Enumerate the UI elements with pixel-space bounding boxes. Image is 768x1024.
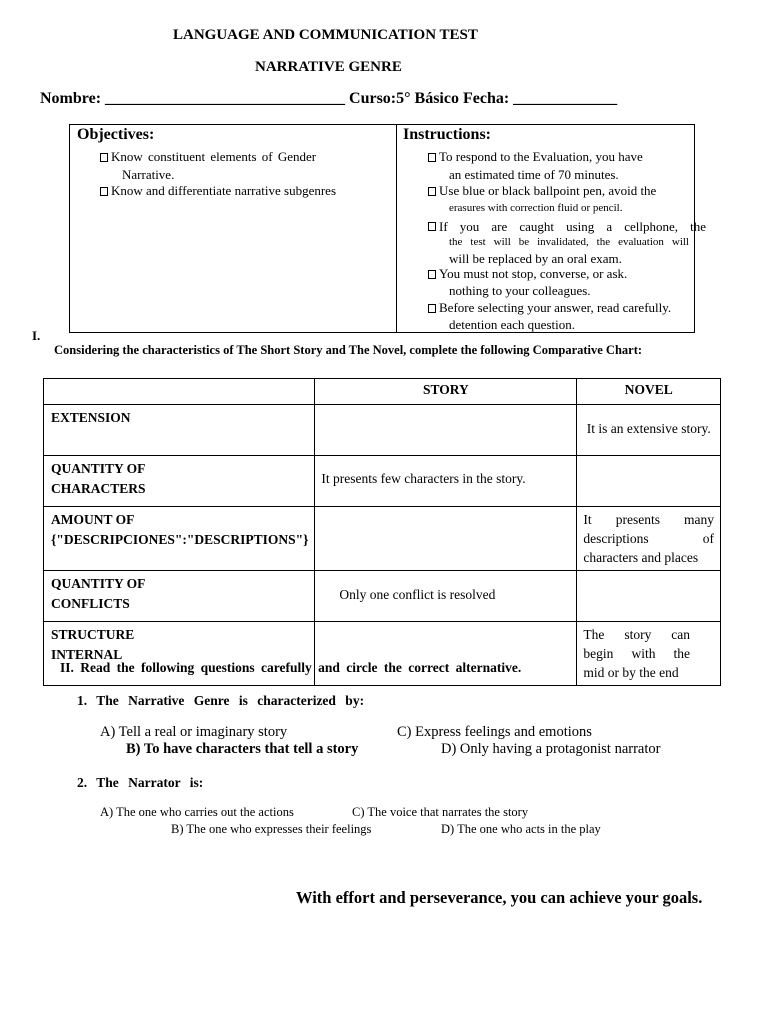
q1-option-b[interactable]: B) To have characters that tell a story [126,741,359,757]
q1-option-a[interactable]: A) Tell a real or imaginary story [100,724,288,740]
objective-item-continued: Narrative. [122,167,175,182]
checkbox-bullet-icon [100,187,108,196]
motto: With effort and perseverance, you can achieve your goals. [296,888,703,907]
q2-option-c[interactable]: C) The voice that narrates the story [352,805,529,819]
student-info-line: Nombre: ______________________________ Curso:5° Básico Fecha: _____________ [40,90,618,107]
checkbox-bullet-icon [428,270,436,279]
story-cell[interactable]: Only one conflict is resolved [315,571,577,622]
section-1-instruction: Considering the characteristics of The Short Story and The Novel, complete the following Comparative Chart: [54,343,643,357]
instruction-item: If you are caught using a cellphone, the [428,219,706,235]
table-header-empty [44,379,315,405]
novel-cell[interactable]: The story can begin with the mid or by the end [577,622,721,686]
instruction-item-continued: will be replaced by an oral exam. [449,251,622,266]
q2-option-a[interactable]: A) The one who carries out the actions [100,805,294,819]
test-subtitle: NARRATIVE GENRE [255,59,402,75]
novel-cell[interactable]: It is an extensive story. [577,405,721,456]
instruction-item: You must not stop, converse, or ask. [428,266,627,282]
table-row [44,456,721,507]
objective-item: Know constituent elements of Gender [100,149,316,165]
instruction-item-continued: detention each question. [449,317,575,332]
objectives-heading: Objectives: [77,126,155,143]
table-row [44,507,721,571]
q1-option-c[interactable]: C) Express feelings and emotions [397,724,592,740]
q1-option-d[interactable]: D) Only having a protagonist narrator [441,741,661,757]
test-title: LANGUAGE AND COMMUNICATION TEST [173,27,478,43]
row-label: AMOUNT OF {"DESCRIPCIONES":"DESCRIPTIONS"} [44,507,315,571]
checkbox-bullet-icon [428,187,436,196]
novel-cell[interactable] [577,456,721,507]
row-label: QUANTITY OF CHARACTERS [44,456,315,507]
row-label: EXTENSION [44,405,315,456]
table-row [44,405,721,456]
checkbox-bullet-icon [428,153,436,162]
checkbox-bullet-icon [428,222,436,231]
instruction-item: Use blue or black ballpoint pen, avoid the [428,183,656,199]
instruction-item-continued: the test will be invalidated, the evaluation will [449,236,689,248]
novel-cell[interactable] [577,571,721,622]
story-cell[interactable] [315,507,577,571]
section-2-instruction: II. Read the following questions carefully and circle the correct alternative. [60,660,522,675]
table-header-story: STORY [315,379,577,405]
table-row [44,571,721,622]
instruction-item-continued: nothing to your colleagues. [449,283,591,298]
instruction-item: Before selecting your answer, read carefully. [428,300,671,316]
table-header-novel: NOVEL [577,379,721,405]
checkbox-bullet-icon [428,304,436,313]
instruction-item-continued: erasures with correction fluid or pencil. [449,202,623,214]
instructions-heading: Instructions: [403,126,492,143]
section-1-number: I. [32,328,41,343]
q2-option-b[interactable]: B) The one who expresses their feelings [171,822,372,836]
comparative-chart [43,378,721,686]
table-header-row [44,379,721,405]
question-2: 2. The Narrator is: [77,775,204,790]
row-label: QUANTITY OF CONFLICTS [44,571,315,622]
story-cell[interactable] [315,405,577,456]
objective-item: Know and differentiate narrative subgenres [100,183,336,199]
novel-cell[interactable]: It presents many descriptions of characters and places [577,507,721,571]
instruction-item-continued: an estimated time of 70 minutes. [449,167,619,182]
question-1: 1. The Narrative Genre is characterized by: [77,693,365,708]
checkbox-bullet-icon [100,153,108,162]
box-divider [396,124,397,333]
row-label: STRUCTURE INTERNAL [44,622,315,686]
q2-option-d[interactable]: D) The one who acts in the play [441,822,601,836]
story-cell[interactable]: It presents few characters in the story. [315,456,577,507]
instruction-item: To respond to the Evaluation, you have [428,149,643,165]
